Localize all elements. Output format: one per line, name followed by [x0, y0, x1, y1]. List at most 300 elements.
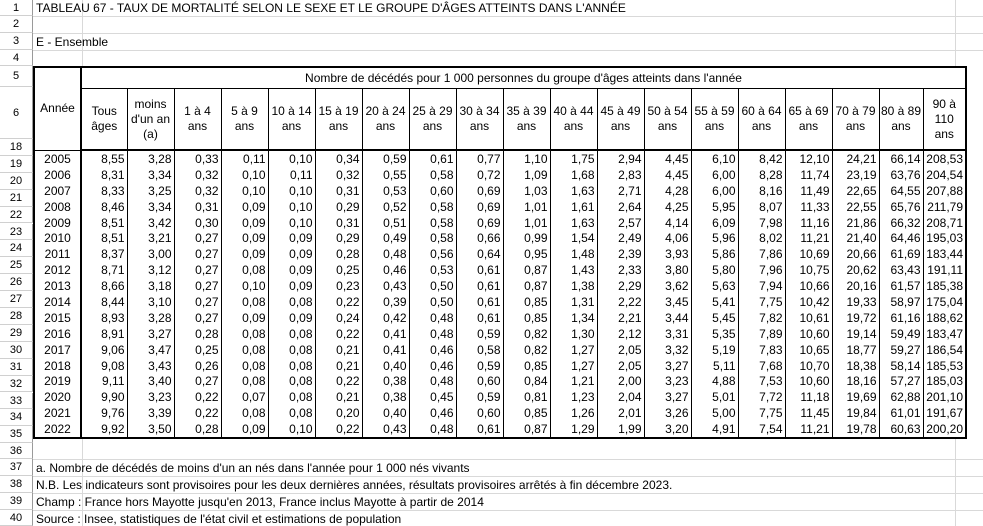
rate-cell[interactable]: 0,31: [315, 183, 362, 199]
rate-cell[interactable]: 0,53: [362, 183, 409, 199]
row-header[interactable]: 39: [0, 493, 33, 510]
rate-cell[interactable]: 0,08: [221, 358, 268, 374]
rate-cell[interactable]: 186,54: [923, 342, 966, 358]
rate-cell[interactable]: 0,87: [503, 262, 550, 278]
rate-cell[interactable]: 0,08: [268, 326, 315, 342]
rate-cell[interactable]: 1,10: [503, 150, 550, 167]
rate-cell[interactable]: 188,62: [923, 310, 966, 326]
column-header[interactable]: 25 à 29 ans: [409, 89, 456, 151]
rate-cell[interactable]: 10,61: [785, 310, 832, 326]
rate-cell[interactable]: 18,77: [832, 342, 879, 358]
rate-cell[interactable]: 0,27: [174, 373, 221, 389]
rate-cell[interactable]: 0,52: [362, 199, 409, 215]
column-header[interactable]: Tous âges: [81, 89, 127, 151]
rate-cell[interactable]: 1,99: [597, 421, 644, 438]
rate-cell[interactable]: 19,14: [832, 326, 879, 342]
rate-cell[interactable]: 0,85: [503, 405, 550, 421]
rate-cell[interactable]: 1,29: [550, 421, 597, 438]
rate-cell[interactable]: 0,23: [315, 278, 362, 294]
rate-cell[interactable]: 2,01: [597, 405, 644, 421]
rate-cell[interactable]: 0,25: [174, 342, 221, 358]
rate-cell[interactable]: 3,12: [127, 262, 174, 278]
row-header[interactable]: 29: [0, 325, 33, 342]
rate-cell[interactable]: 0,81: [503, 389, 550, 405]
rate-cell[interactable]: 183,44: [923, 246, 966, 262]
rate-cell[interactable]: 0,09: [268, 278, 315, 294]
rate-cell[interactable]: 0,61: [456, 294, 503, 310]
column-header[interactable]: 55 à 59 ans: [691, 89, 738, 151]
rate-cell[interactable]: 0,38: [362, 373, 409, 389]
rate-cell[interactable]: 0,08: [221, 373, 268, 389]
rate-cell[interactable]: 8,66: [81, 278, 127, 294]
rate-cell[interactable]: 0,61: [456, 421, 503, 438]
rate-cell[interactable]: 0,58: [456, 342, 503, 358]
rate-cell[interactable]: 0,08: [268, 358, 315, 374]
rate-cell[interactable]: 3,28: [127, 150, 174, 167]
rate-cell[interactable]: 207,88: [923, 183, 966, 199]
rate-cell[interactable]: 0,07: [221, 389, 268, 405]
rate-cell[interactable]: 0,09: [221, 199, 268, 215]
rate-cell[interactable]: 1,01: [503, 215, 550, 231]
row-header[interactable]: 34: [0, 409, 33, 426]
rate-cell[interactable]: 9,08: [81, 358, 127, 374]
rate-cell[interactable]: 0,39: [362, 294, 409, 310]
rate-cell[interactable]: 3,23: [644, 373, 691, 389]
rate-cell[interactable]: 0,10: [221, 278, 268, 294]
rate-cell[interactable]: 191,67: [923, 405, 966, 421]
rate-cell[interactable]: 0,51: [362, 215, 409, 231]
rate-cell[interactable]: 8,91: [81, 326, 127, 342]
rate-cell[interactable]: 6,10: [691, 150, 738, 167]
rate-cell[interactable]: 4,45: [644, 167, 691, 183]
rate-cell[interactable]: 4,45: [644, 150, 691, 167]
rate-cell[interactable]: 0,56: [409, 246, 456, 262]
rate-cell[interactable]: 0,46: [409, 342, 456, 358]
rate-cell[interactable]: 4,91: [691, 421, 738, 438]
rate-cell[interactable]: 11,74: [785, 167, 832, 183]
row-header[interactable]: 21: [0, 190, 33, 207]
rate-cell[interactable]: 22,55: [832, 199, 879, 215]
rate-cell[interactable]: 0,59: [456, 326, 503, 342]
rate-cell[interactable]: 0,32: [315, 167, 362, 183]
rate-cell[interactable]: 0,34: [315, 150, 362, 167]
rate-cell[interactable]: 0,09: [268, 230, 315, 246]
rate-cell[interactable]: 1,38: [550, 278, 597, 294]
rate-cell[interactable]: 0,50: [409, 278, 456, 294]
rate-cell[interactable]: 0,10: [221, 183, 268, 199]
rate-cell[interactable]: 0,08: [268, 294, 315, 310]
rate-cell[interactable]: 5,96: [691, 230, 738, 246]
rate-cell[interactable]: 2,05: [597, 358, 644, 374]
rate-cell[interactable]: 0,10: [268, 183, 315, 199]
rate-cell[interactable]: 195,03: [923, 230, 966, 246]
rate-cell[interactable]: 0,08: [221, 342, 268, 358]
row-header[interactable]: 20: [0, 173, 33, 190]
rate-cell[interactable]: 21,86: [832, 215, 879, 231]
rate-cell[interactable]: 6,09: [691, 215, 738, 231]
rate-cell[interactable]: 8,42: [738, 150, 785, 167]
rate-cell[interactable]: 0,82: [503, 342, 550, 358]
rate-cell[interactable]: 2,64: [597, 199, 644, 215]
rate-cell[interactable]: 0,48: [409, 326, 456, 342]
rate-cell[interactable]: 3,32: [644, 342, 691, 358]
year-cell[interactable]: 2019: [34, 373, 81, 389]
rate-cell[interactable]: 7,96: [738, 262, 785, 278]
rate-cell[interactable]: 7,54: [738, 421, 785, 438]
rate-cell[interactable]: 3,25: [127, 183, 174, 199]
rate-cell[interactable]: 0,27: [174, 278, 221, 294]
rate-cell[interactable]: 11,49: [785, 183, 832, 199]
rate-cell[interactable]: 59,27: [879, 342, 923, 358]
rate-cell[interactable]: 183,47: [923, 326, 966, 342]
rate-cell[interactable]: 0,58: [409, 230, 456, 246]
rate-cell[interactable]: 63,43: [879, 262, 923, 278]
rate-cell[interactable]: 7,83: [738, 342, 785, 358]
rate-cell[interactable]: 2,21: [597, 310, 644, 326]
note-scope[interactable]: Champ : France hors Mayotte jusqu'en 2013, France inclus Mayotte à partir de 2014: [36, 495, 484, 509]
rate-cell[interactable]: 66,32: [879, 215, 923, 231]
rate-cell[interactable]: 0,55: [362, 167, 409, 183]
rate-cell[interactable]: 66,14: [879, 150, 923, 167]
rate-cell[interactable]: 0,22: [315, 373, 362, 389]
rate-cell[interactable]: 0,09: [221, 246, 268, 262]
rate-cell[interactable]: 0,25: [315, 262, 362, 278]
rate-cell[interactable]: 3,34: [127, 199, 174, 215]
year-cell[interactable]: 2011: [34, 246, 81, 262]
rate-cell[interactable]: 0,49: [362, 230, 409, 246]
rate-cell[interactable]: 0,31: [174, 199, 221, 215]
row-header[interactable]: 33: [0, 393, 33, 410]
rate-cell[interactable]: 7,98: [738, 215, 785, 231]
rate-cell[interactable]: 3,10: [127, 294, 174, 310]
rate-cell[interactable]: 8,07: [738, 199, 785, 215]
rate-cell[interactable]: 61,01: [879, 405, 923, 421]
rate-cell[interactable]: 1,34: [550, 310, 597, 326]
row-header[interactable]: 4: [0, 50, 33, 66]
rate-cell[interactable]: 1,30: [550, 326, 597, 342]
rate-cell[interactable]: 0,32: [174, 167, 221, 183]
rate-cell[interactable]: 0,46: [409, 405, 456, 421]
rate-cell[interactable]: 0,87: [503, 421, 550, 438]
rate-cell[interactable]: 0,60: [409, 183, 456, 199]
rate-cell[interactable]: 2,00: [597, 373, 644, 389]
row-header[interactable]: 30: [0, 342, 33, 359]
rate-cell[interactable]: 20,16: [832, 278, 879, 294]
rate-cell[interactable]: 3,39: [127, 405, 174, 421]
rate-cell[interactable]: 3,47: [127, 342, 174, 358]
rate-cell[interactable]: 0,09: [268, 262, 315, 278]
rate-cell[interactable]: 62,88: [879, 389, 923, 405]
rate-cell[interactable]: 19,78: [832, 421, 879, 438]
rate-cell[interactable]: 8,51: [81, 230, 127, 246]
rate-cell[interactable]: 3,23: [127, 389, 174, 405]
rate-cell[interactable]: 8,33: [81, 183, 127, 199]
rate-cell[interactable]: 4,88: [691, 373, 738, 389]
rate-cell[interactable]: 0,59: [362, 150, 409, 167]
rate-cell[interactable]: 0,22: [315, 294, 362, 310]
rate-cell[interactable]: 0,72: [456, 167, 503, 183]
rate-cell[interactable]: 3,80: [644, 262, 691, 278]
row-header[interactable]: 28: [0, 308, 33, 325]
rate-cell[interactable]: 0,61: [456, 278, 503, 294]
rate-cell[interactable]: 60,63: [879, 421, 923, 438]
rate-cell[interactable]: 6,00: [691, 167, 738, 183]
row-header[interactable]: 26: [0, 274, 33, 291]
rate-cell[interactable]: 5,95: [691, 199, 738, 215]
rate-cell[interactable]: 185,38: [923, 278, 966, 294]
rate-cell[interactable]: 5,63: [691, 278, 738, 294]
column-header[interactable]: 5 à 9 ans: [221, 89, 268, 151]
rate-cell[interactable]: 3,20: [644, 421, 691, 438]
rate-cell[interactable]: 5,86: [691, 246, 738, 262]
rate-cell[interactable]: 2,71: [597, 183, 644, 199]
rate-cell[interactable]: 5,35: [691, 326, 738, 342]
rate-cell[interactable]: 5,11: [691, 358, 738, 374]
rate-cell[interactable]: 0,24: [315, 310, 362, 326]
rate-cell[interactable]: 7,94: [738, 278, 785, 294]
rate-cell[interactable]: 3,34: [127, 167, 174, 183]
rate-cell[interactable]: 9,11: [81, 373, 127, 389]
year-cell[interactable]: 2007: [34, 183, 81, 199]
rate-cell[interactable]: 3,27: [644, 358, 691, 374]
rate-cell[interactable]: 8,46: [81, 199, 127, 215]
rate-cell[interactable]: 2,04: [597, 389, 644, 405]
rate-cell[interactable]: 10,66: [785, 278, 832, 294]
rate-cell[interactable]: 0,08: [221, 405, 268, 421]
year-cell[interactable]: 2021: [34, 405, 81, 421]
rate-cell[interactable]: 2,94: [597, 150, 644, 167]
column-header[interactable]: 60 à 64 ans: [738, 89, 785, 151]
rate-cell[interactable]: 64,46: [879, 230, 923, 246]
year-cell[interactable]: 2014: [34, 294, 81, 310]
rate-cell[interactable]: 10,60: [785, 373, 832, 389]
row-header[interactable]: 3: [0, 33, 33, 50]
rate-cell[interactable]: 185,03: [923, 373, 966, 389]
year-cell[interactable]: 2013: [34, 278, 81, 294]
rate-cell[interactable]: 0,26: [174, 358, 221, 374]
rate-cell[interactable]: 21,40: [832, 230, 879, 246]
rate-cell[interactable]: 1,09: [503, 167, 550, 183]
row-header[interactable]: 24: [0, 240, 33, 257]
rate-cell[interactable]: 1,26: [550, 405, 597, 421]
rate-cell[interactable]: 8,44: [81, 294, 127, 310]
column-header[interactable]: 30 à 34 ans: [456, 89, 503, 151]
column-header[interactable]: 90 à 110 ans: [923, 89, 966, 151]
rate-cell[interactable]: 0,46: [362, 262, 409, 278]
rate-cell[interactable]: 0,58: [409, 199, 456, 215]
rate-cell[interactable]: 201,10: [923, 389, 966, 405]
rate-cell[interactable]: 0,28: [315, 246, 362, 262]
rate-cell[interactable]: 2,29: [597, 278, 644, 294]
rate-cell[interactable]: 22,65: [832, 183, 879, 199]
rate-cell[interactable]: 0,28: [174, 421, 221, 438]
column-header[interactable]: 20 à 24 ans: [362, 89, 409, 151]
rate-cell[interactable]: 0,60: [456, 373, 503, 389]
rate-cell[interactable]: 0,85: [503, 294, 550, 310]
rate-cell[interactable]: 59,49: [879, 326, 923, 342]
sheet-title-cell[interactable]: TABLEAU 67 - TAUX DE MORTALITÉ SELON LE SEXE ET LE GROUPE D'ÂGES ATTEINTS DANS L'ANNÉE: [36, 1, 626, 15]
rate-cell[interactable]: 9,90: [81, 389, 127, 405]
rate-cell[interactable]: 0,41: [362, 326, 409, 342]
rate-cell[interactable]: 2,39: [597, 246, 644, 262]
rate-cell[interactable]: 5,41: [691, 294, 738, 310]
rate-cell[interactable]: 0,10: [268, 199, 315, 215]
year-cell[interactable]: 2006: [34, 167, 81, 183]
rate-cell[interactable]: 0,27: [174, 294, 221, 310]
rate-cell[interactable]: 0,11: [268, 167, 315, 183]
rate-cell[interactable]: 3,00: [127, 246, 174, 262]
rate-cell[interactable]: 19,84: [832, 405, 879, 421]
group-header[interactable]: Nombre de décédés pour 1 000 personnes du groupe d'âges atteints dans l'année: [81, 67, 966, 89]
rate-cell[interactable]: 0,50: [409, 294, 456, 310]
rate-cell[interactable]: 0,82: [503, 326, 550, 342]
rate-cell[interactable]: 0,60: [456, 405, 503, 421]
rate-cell[interactable]: 0,45: [409, 389, 456, 405]
rate-cell[interactable]: 3,44: [644, 310, 691, 326]
rate-cell[interactable]: 3,93: [644, 246, 691, 262]
rate-cell[interactable]: 1,63: [550, 215, 597, 231]
rate-cell[interactable]: 1,21: [550, 373, 597, 389]
rate-cell[interactable]: 5,01: [691, 389, 738, 405]
rate-cell[interactable]: 5,19: [691, 342, 738, 358]
rate-cell[interactable]: 211,79: [923, 199, 966, 215]
rate-cell[interactable]: 63,76: [879, 167, 923, 183]
rate-cell[interactable]: 0,69: [456, 215, 503, 231]
column-header[interactable]: 15 à 19 ans: [315, 89, 362, 151]
rate-cell[interactable]: 0,22: [174, 405, 221, 421]
rate-cell[interactable]: 0,87: [503, 278, 550, 294]
rate-cell[interactable]: 7,68: [738, 358, 785, 374]
rate-cell[interactable]: 0,99: [503, 230, 550, 246]
note-source[interactable]: Source : Insee, statistiques de l'état civil et estimations de population: [36, 512, 402, 526]
column-header[interactable]: 35 à 39 ans: [503, 89, 550, 151]
rate-cell[interactable]: 18,38: [832, 358, 879, 374]
rate-cell[interactable]: 191,11: [923, 262, 966, 278]
rate-cell[interactable]: 4,14: [644, 215, 691, 231]
year-cell[interactable]: 2022: [34, 421, 81, 438]
rate-cell[interactable]: 0,85: [503, 358, 550, 374]
rate-cell[interactable]: 4,28: [644, 183, 691, 199]
rate-cell[interactable]: 11,45: [785, 405, 832, 421]
rate-cell[interactable]: 0,33: [174, 150, 221, 167]
rate-cell[interactable]: 19,33: [832, 294, 879, 310]
note-provisional[interactable]: N.B. Les indicateurs sont provisoires pour les deux dernières années, résultats provisoires arrêtés à fin décembre 2023.: [36, 478, 673, 492]
rate-cell[interactable]: 0,43: [362, 278, 409, 294]
rate-cell[interactable]: 0,84: [503, 373, 550, 389]
rate-cell[interactable]: 8,71: [81, 262, 127, 278]
rate-cell[interactable]: 9,06: [81, 342, 127, 358]
rate-cell[interactable]: 0,09: [268, 246, 315, 262]
rate-cell[interactable]: 0,48: [409, 421, 456, 438]
row-header[interactable]: 1: [0, 0, 33, 16]
rate-cell[interactable]: 11,21: [785, 230, 832, 246]
column-header[interactable]: moins d'un an (a): [127, 89, 174, 151]
rate-cell[interactable]: 19,72: [832, 310, 879, 326]
rate-cell[interactable]: 1,63: [550, 183, 597, 199]
rate-cell[interactable]: 1,01: [503, 199, 550, 215]
rate-cell[interactable]: 0,85: [503, 310, 550, 326]
rate-cell[interactable]: 0,31: [315, 215, 362, 231]
rate-cell[interactable]: 1,31: [550, 294, 597, 310]
rate-cell[interactable]: 0,61: [456, 310, 503, 326]
rate-cell[interactable]: 1,23: [550, 389, 597, 405]
rate-cell[interactable]: 12,10: [785, 150, 832, 167]
column-header[interactable]: 80 à 89 ans: [879, 89, 923, 151]
year-cell[interactable]: 2018: [34, 358, 81, 374]
column-header[interactable]: 45 à 49 ans: [597, 89, 644, 151]
rate-cell[interactable]: 0,29: [315, 199, 362, 215]
rate-cell[interactable]: 0,21: [315, 358, 362, 374]
rate-cell[interactable]: 0,10: [221, 167, 268, 183]
rate-cell[interactable]: 8,31: [81, 167, 127, 183]
year-cell[interactable]: 2020: [34, 389, 81, 405]
rate-cell[interactable]: 0,40: [362, 358, 409, 374]
rate-cell[interactable]: 8,51: [81, 215, 127, 231]
rate-cell[interactable]: 0,20: [315, 405, 362, 421]
column-header[interactable]: 70 à 79 ans: [832, 89, 879, 151]
rate-cell[interactable]: 4,06: [644, 230, 691, 246]
rate-cell[interactable]: 200,20: [923, 421, 966, 438]
rate-cell[interactable]: 0,09: [221, 215, 268, 231]
column-header[interactable]: 10 à 14 ans: [268, 89, 315, 151]
footnote-a[interactable]: a. Nombre de décédés de moins d'un an nés dans l'année pour 1 000 nés vivants: [36, 461, 470, 475]
rate-cell[interactable]: 1,61: [550, 199, 597, 215]
row-header[interactable]: 22: [0, 207, 33, 224]
rate-cell[interactable]: 0,40: [362, 405, 409, 421]
rate-cell[interactable]: 0,22: [315, 421, 362, 438]
row-header[interactable]: 25: [0, 257, 33, 274]
rate-cell[interactable]: 1,27: [550, 342, 597, 358]
rate-cell[interactable]: 0,09: [221, 421, 268, 438]
row-header[interactable]: 5: [0, 66, 33, 87]
rate-cell[interactable]: 0,42: [362, 310, 409, 326]
rate-cell[interactable]: 2,49: [597, 230, 644, 246]
rate-cell[interactable]: 61,57: [879, 278, 923, 294]
column-header[interactable]: 65 à 69 ans: [785, 89, 832, 151]
rate-cell[interactable]: 2,83: [597, 167, 644, 183]
rate-cell[interactable]: 0,69: [456, 199, 503, 215]
rate-cell[interactable]: 0,58: [409, 215, 456, 231]
rate-cell[interactable]: 10,70: [785, 358, 832, 374]
rate-cell[interactable]: 3,18: [127, 278, 174, 294]
rate-cell[interactable]: 0,59: [456, 389, 503, 405]
rate-cell[interactable]: 2,22: [597, 294, 644, 310]
rate-cell[interactable]: 0,08: [268, 389, 315, 405]
rate-cell[interactable]: 0,32: [174, 183, 221, 199]
row-header[interactable]: 37: [0, 459, 33, 476]
rate-cell[interactable]: 0,22: [174, 389, 221, 405]
rate-cell[interactable]: 3,45: [644, 294, 691, 310]
rate-cell[interactable]: 0,48: [362, 246, 409, 262]
rate-cell[interactable]: 18,16: [832, 373, 879, 389]
rate-cell[interactable]: 8,02: [738, 230, 785, 246]
rate-cell[interactable]: 58,97: [879, 294, 923, 310]
rate-cell[interactable]: 1,03: [503, 183, 550, 199]
rate-cell[interactable]: 0,08: [268, 373, 315, 389]
rate-cell[interactable]: 0,41: [362, 342, 409, 358]
year-cell[interactable]: 2015: [34, 310, 81, 326]
rate-cell[interactable]: 7,82: [738, 310, 785, 326]
rate-cell[interactable]: 7,86: [738, 246, 785, 262]
year-cell[interactable]: 2010: [34, 230, 81, 246]
rate-cell[interactable]: 7,89: [738, 326, 785, 342]
rate-cell[interactable]: 3,50: [127, 421, 174, 438]
rate-cell[interactable]: 0,66: [456, 230, 503, 246]
rate-cell[interactable]: 3,21: [127, 230, 174, 246]
rate-cell[interactable]: 10,69: [785, 246, 832, 262]
rate-cell[interactable]: 185,53: [923, 358, 966, 374]
rate-cell[interactable]: 20,62: [832, 262, 879, 278]
